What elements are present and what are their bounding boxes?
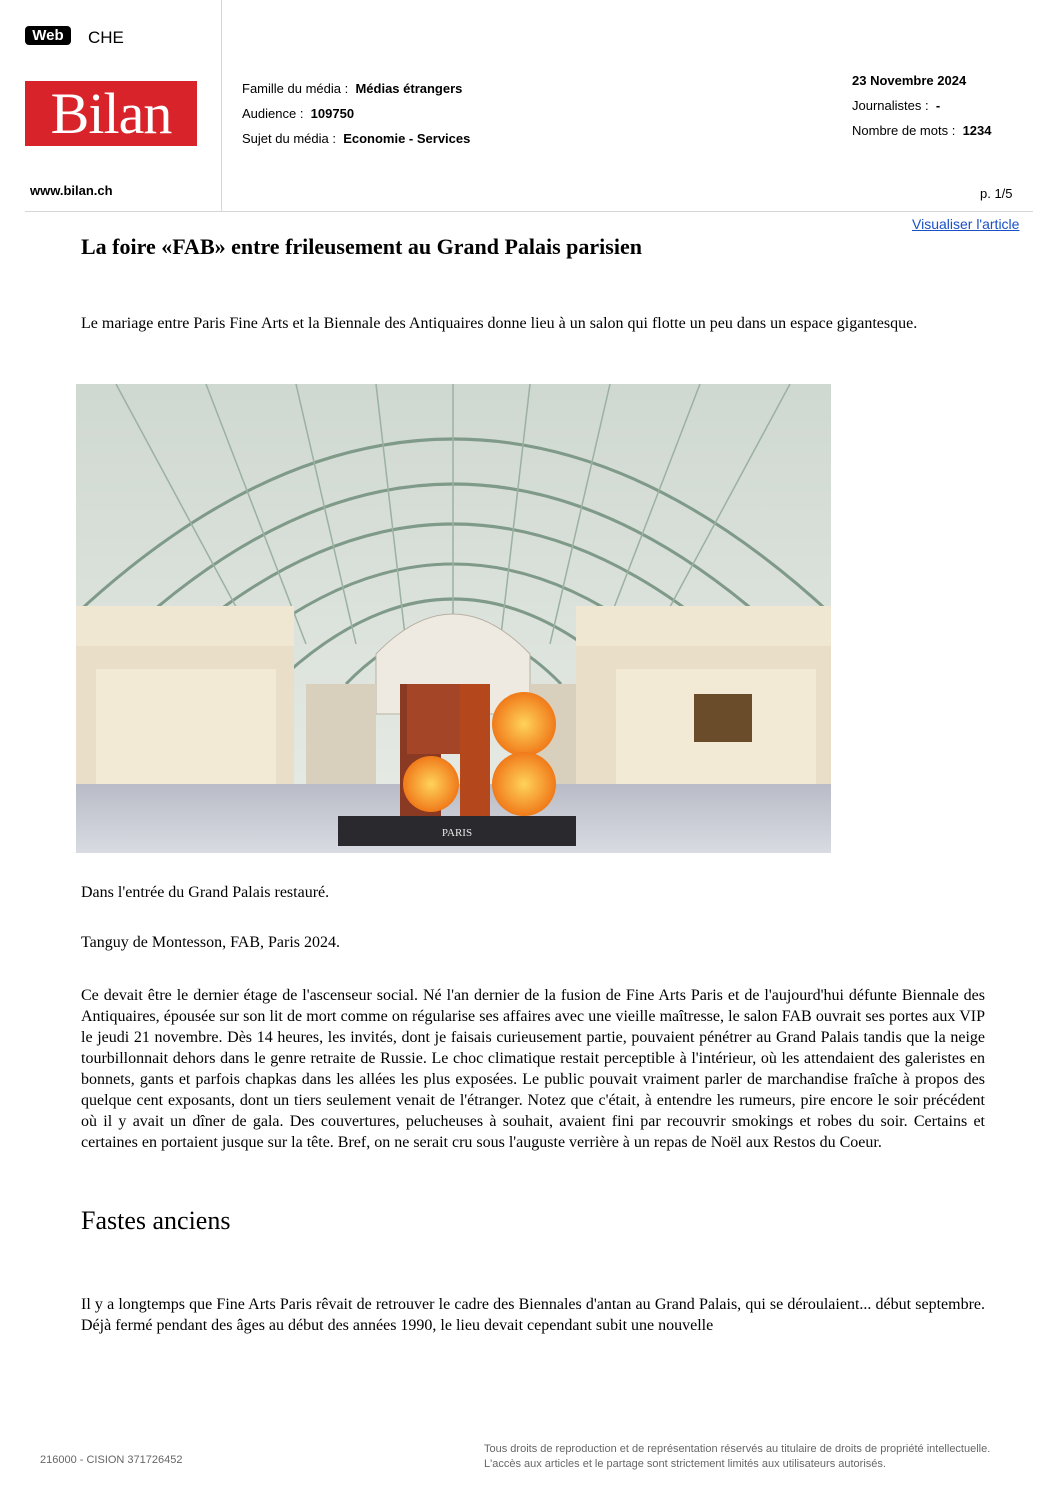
header-horizontal-divider bbox=[25, 211, 1033, 212]
article-subheading: Fastes anciens bbox=[81, 1206, 231, 1235]
grand-palais-illustration bbox=[76, 384, 831, 853]
article-meta bbox=[852, 68, 991, 143]
media-family-row bbox=[242, 76, 470, 101]
word-count-value: 1234 bbox=[962, 123, 992, 138]
media-subject-row bbox=[242, 126, 470, 151]
publication-date: 23 Novembre 2024 bbox=[852, 73, 967, 88]
article-title: La foire «FAB» entre frileusement au Grand Palais parisien bbox=[81, 234, 642, 259]
article-photo bbox=[76, 384, 831, 853]
web-badge: Web bbox=[25, 26, 71, 45]
bilan-logo: Bilan bbox=[25, 81, 197, 146]
website-url: www.bilan.ch bbox=[30, 183, 113, 198]
view-article-link[interactable]: Visualiser l'article bbox=[912, 216, 1020, 232]
word-count-label: Nombre de mots : bbox=[852, 123, 956, 138]
article-paragraph-1: Ce devait être le dernier étage de l'ascenseur social. Né l'an dernier de la fusion de Fine Arts Paris et de l'aujourd'hui défunte Biennale des Antiquaires, épousée sur son lit de mort comme on régularise ses affaires avec une vieille maîtresse, le salon FAB ouvrait ses portes aux VIP le jeudi 21 novembre. Dès 14 heures, les invités, dont je faisais curieusement partie, pouvaient pénétrer au Grand Palais tandis que la neige tourbillonnait dehors dans le genre retraite de Russie. Le choc climatique restait perceptible à l'intérieur, où les attendaient des galeristes en bonnets, gants et parfois chapkas dans les allées les plus exposées. Le public pouvait vraiment parler de marchandise fraîche à propos des quelque cent exposants, dont un tiers seulement venait de l'étranger. Notez que c'était, à entendre les rumeurs, pire encore le soir précédent où il y avait un dîner de gala. Des couvertures, pelucheuses à souhait, avaient fini par recouvrir smokings et robes du soir. Certains et certaines en portaient jusque sur la tête. Bref, on ne serait cru sous l'auguste verrière à un repas de Noël aux Restos du Coeur. bbox=[81, 987, 985, 1151]
header-vertical-divider bbox=[221, 0, 222, 212]
audience-label: Audience : bbox=[242, 106, 304, 121]
article-paragraph-2: Il y a longtemps que Fine Arts Paris rêvait de retrouver le cadre des Biennales d'antan au Grand Palais, qui se déroulaient... début septembre. Déjà fermé pendant des âges au début des années 1990, le lieu devait cependant subit une nouvelle bbox=[81, 1296, 985, 1334]
media-family-value: Médias étrangers bbox=[355, 81, 463, 96]
audience-row bbox=[242, 101, 470, 126]
journalists-label: Journalistes : bbox=[852, 98, 929, 113]
photo-credit: Tanguy de Montesson, FAB, Paris 2024. bbox=[81, 934, 341, 951]
media-subject-label: Sujet du média : bbox=[242, 131, 336, 146]
footer-reference: 216000 - CISION 371726452 bbox=[40, 1454, 183, 1466]
media-subject-value: Economie - Services bbox=[343, 131, 471, 146]
photo-sign-text: PARIS bbox=[441, 827, 473, 839]
page-number: p. 1/5 bbox=[980, 186, 1013, 201]
journalists-row bbox=[852, 93, 991, 118]
word-count-row bbox=[852, 118, 991, 143]
journalists-value: - bbox=[935, 98, 941, 113]
footer-rights bbox=[484, 1442, 990, 1472]
country-code: CHE bbox=[88, 28, 124, 47]
footer-rights-line-1: Tous droits de reproduction et de représentation réservés au titulaire de droits de propriété intellectuelle. bbox=[484, 1443, 991, 1455]
footer-rights-line-2: L'accès aux articles et le partage sont strictement limités aux utilisateurs autorisés. bbox=[484, 1458, 886, 1470]
media-family-label: Famille du média : bbox=[242, 81, 349, 96]
article-lead: Le mariage entre Paris Fine Arts et la Biennale des Antiquaires donne lieu à un salon qui flotte un peu dans un espace gigantesque. bbox=[81, 315, 918, 332]
media-info bbox=[242, 76, 470, 151]
audience-value: 109750 bbox=[310, 106, 355, 121]
photo-caption: Dans l'entrée du Grand Palais restauré. bbox=[81, 884, 330, 901]
